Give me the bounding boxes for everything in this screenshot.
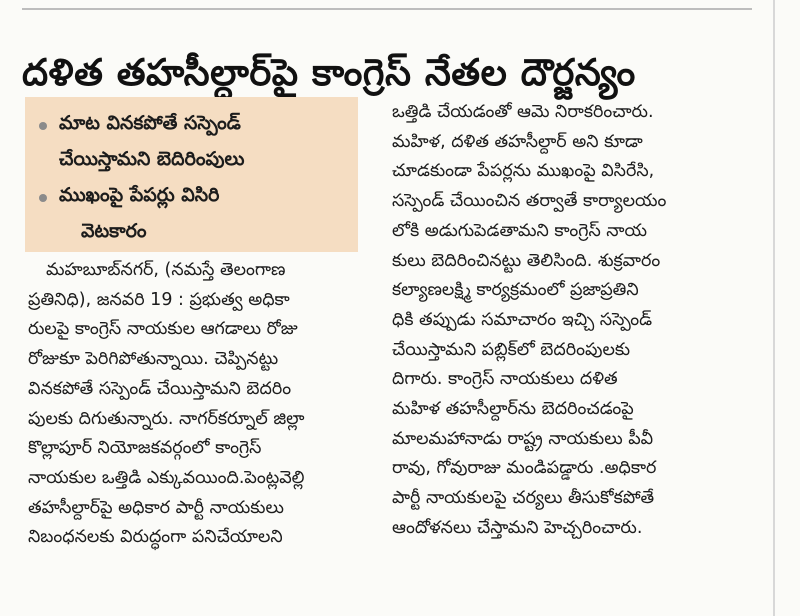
- body-line: లోకి అడుగుపెడతామని కాంగ్రెస్ నాయ: [392, 220, 647, 241]
- body-line: కొల్లాపూర్ నియోజకవర్గంలో కాంగ్రెస్: [28, 438, 262, 459]
- body-line: చూడకుండా పేపర్లను ముఖంపై విసిరేసి,: [392, 161, 655, 182]
- body-line: కులు బెదిరించినట్టు తెలిసింది. శుక్రవారం: [392, 250, 661, 271]
- column-divider: [773, 0, 775, 616]
- body-line: నిబంధనలకు విరుద్ధంగా పనిచేయాలని: [28, 527, 283, 548]
- highlight-line: వెటకారం: [81, 220, 147, 242]
- body-line: చేయిస్తామని పబ్లిక్‌లో బెదరింపులకు: [392, 339, 631, 360]
- body-line: పులకు దిగుతున్నారు. నాగర్‌కర్నూల్ జిల్లా: [28, 408, 305, 429]
- body-line: రులపై కాంగ్రెస్ నాయకుల ఆగడాలు రోజు: [28, 319, 298, 340]
- body-line: మహిళ, దళిత తహసీల్దార్ అని కూడా: [392, 131, 643, 152]
- top-divider: [22, 8, 752, 10]
- body-line: సస్పెండ్ చేయించిన తర్వాతే కార్యాలయం: [392, 191, 667, 212]
- bullet-icon: [39, 122, 47, 130]
- body-line: నాయకుల ఒత్తిడి ఎక్కువయింది.పెంట్లవెల్లి: [28, 467, 305, 488]
- highlight-line: ముఖంపై పేపర్లు విసిరి: [59, 184, 220, 206]
- body-line: వినకపోతే సస్పెండ్ చేయిస్తామని బెదరిం: [28, 378, 292, 399]
- body-column-right: [392, 98, 740, 544]
- body-line: మహిళ తహసీల్దార్‌ను బెదరించడంపై: [392, 399, 634, 420]
- body-line: ప్రతినిధి), జనవరి 19 : ప్రభుత్వ అధికా: [28, 289, 290, 310]
- highlight-box: [25, 97, 358, 252]
- body-line: పార్టీ నాయకులపై చర్యలు తీసుకోకపోతే: [392, 488, 655, 509]
- bullet-icon: [39, 194, 47, 202]
- headline: దళిత తహసీల్దార్‌పై కాంగ్రెస్ నేతల దౌర్జన్యం: [22, 50, 636, 94]
- highlight-item: [39, 105, 350, 177]
- body-line: తహసీల్దార్‌పై అధికార పార్టీ నాయకులు: [28, 497, 284, 518]
- body-line: రోజుకూ పెరిగిపోతున్నాయి. చెప్పినట్టు: [28, 349, 279, 370]
- body-line: మాలమహానాడు రాష్ట్ర నాయకులు పీవీ: [392, 428, 654, 449]
- body-line: రావు, గోవురాజు మండిపడ్డారు .అధికార: [392, 458, 657, 479]
- body-line: ధికి తప్పుడు సమాచారం ఇచ్చి సస్పెండ్: [392, 309, 653, 330]
- body-line: ఆందోళనలు చేస్తామని హెచ్చరించారు.: [392, 517, 643, 538]
- body-column-left: [28, 256, 358, 553]
- highlight-line: చేయిస్తామని బెదిరింపులు: [59, 148, 245, 170]
- body-line: ఒత్తిడి చేయడంతో ఆమె నిరాకరించారు.: [392, 102, 654, 122]
- body-line: మహబూబ్‌నగర్, (నమస్తే తెలంగాణ: [46, 260, 286, 280]
- body-line: కల్యాణలక్ష్మి కార్యక్రమంలో ప్రజాప్రతిని: [392, 280, 639, 301]
- body-line: దిగారు. కాంగ్రెస్ నాయకులు దళిత: [392, 369, 618, 390]
- highlight-item: [39, 177, 350, 249]
- highlight-line: మాట వినకపోతే సస్పెండ్: [59, 112, 241, 134]
